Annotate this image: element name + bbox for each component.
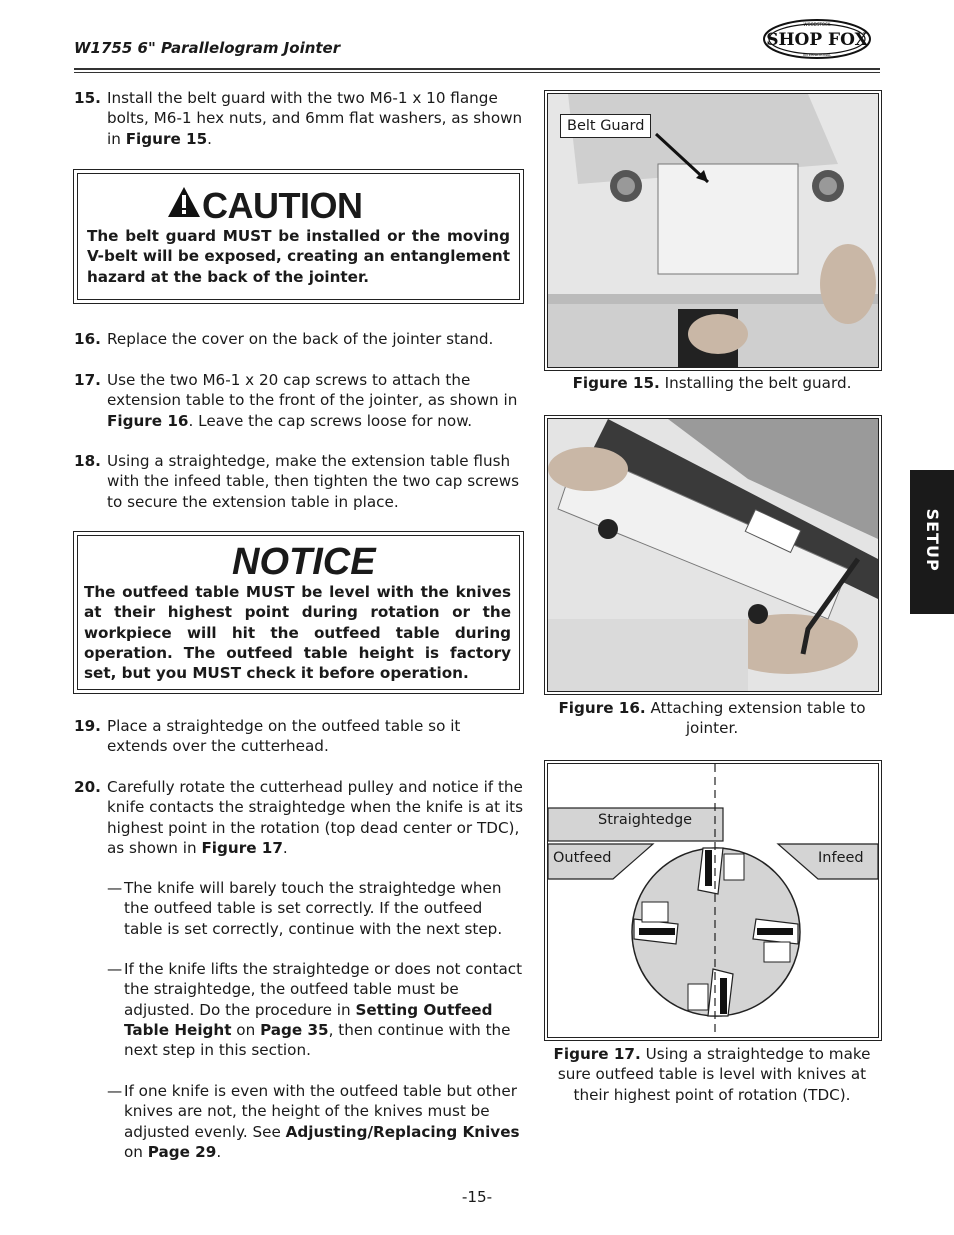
step-16: 16. Replace the cover on the back of the jointer stand.	[74, 330, 494, 348]
figure-15-photo	[547, 93, 879, 368]
caution-text: The belt guard MUST be installed or the moving V-belt will be exposed, creating an entanglement hazard at the back of the jointer.	[87, 227, 510, 286]
step-15: 15. Install the belt guard with the two M6-1 x 10 flange bolts, M6-1 hex nuts, and 6mm flat washers, as shown in Figure 15.	[74, 89, 523, 148]
sub-item-adjust-outfeed: — If the knife lifts the straightedge or does not contact the straightedge, the outfeed table must be adjusted. Do the procedure in Setting Outfeed Table Height on Page 35, then continue with the next step in this section.	[107, 960, 523, 1060]
figure-16-caption: Figure 16. Attaching extension table to jointer.	[558, 699, 866, 738]
figure-15-caption: Figure 15. Installing the belt guard.	[572, 374, 852, 392]
svg-text:WOODSTOCK: WOODSTOCK	[803, 22, 831, 27]
caution-heading: CAUTION	[202, 188, 363, 224]
step-20: 20. Carefully rotate the cutterhead pulley and notice if the knife contacts the straightedge when the knife is at its highest point in the rotation (top dead center or TDC), as shown in Figure 17.	[74, 778, 524, 857]
figure-17-diagram	[547, 763, 879, 1038]
notice-heading: NOTICE	[232, 541, 376, 583]
figure-17-caption: Figure 17. Using a straightedge to make sure outfeed table is level with knives at their highest point of rotation (TDC).	[553, 1045, 871, 1104]
notice-text: The outfeed table MUST be level with the knives at their highest point during rotation or the workpiece will hit the outfeed table during operation. The outfeed table height is factory set, but you MUST check it before operation.	[84, 583, 511, 683]
step-18: 18. Using a straightedge, make the extension table flush with the infeed table, then tighten the two cap screws to secure the extension table in place.	[74, 452, 520, 511]
notice-box	[77, 535, 520, 690]
sub-item-adjust-knives: — If one knife is even with the outfeed table but other knives are not, the height of the knives must be adjusted evenly. See Adjusting/Replacing Knives on Page 29.	[107, 1082, 520, 1161]
warning-triangle-icon	[166, 185, 202, 219]
section-tab-label: SETUP	[923, 508, 943, 572]
belt-guard-callout: Belt Guard	[560, 114, 651, 138]
step-17: 17. Use the two M6-1 x 20 cap screws to attach the extension table to the front of the jointer, as shown in Figure 16. Leave the cap screws loose for now.	[74, 371, 518, 430]
figure-16-photo	[547, 418, 879, 692]
caution-box	[77, 173, 520, 300]
header-rule	[74, 68, 880, 70]
svg-text:INTERNATIONAL: INTERNATIONAL	[802, 53, 832, 57]
sub-item-correct: — The knife will barely touch the straightedge when the outfeed table is set correctly. If the outfeed table is set correctly, continue with the next step.	[107, 879, 503, 938]
straightedge-label: Straightedge	[598, 812, 693, 828]
shop-fox-logo	[762, 18, 872, 60]
svg-text:SHOP FOX: SHOP FOX	[766, 30, 868, 50]
header-rule-thin	[74, 72, 880, 73]
outfeed-label: Outfeed	[553, 850, 612, 866]
infeed-label: Infeed	[818, 850, 864, 866]
step-19: 19. Place a straightedge on the outfeed table so it extends over the cutterhead.	[74, 717, 461, 756]
section-tab	[910, 470, 954, 614]
manual-title: W1755 6" Parallelogram Jointer	[74, 39, 341, 57]
page-number: -15-	[461, 1188, 493, 1206]
